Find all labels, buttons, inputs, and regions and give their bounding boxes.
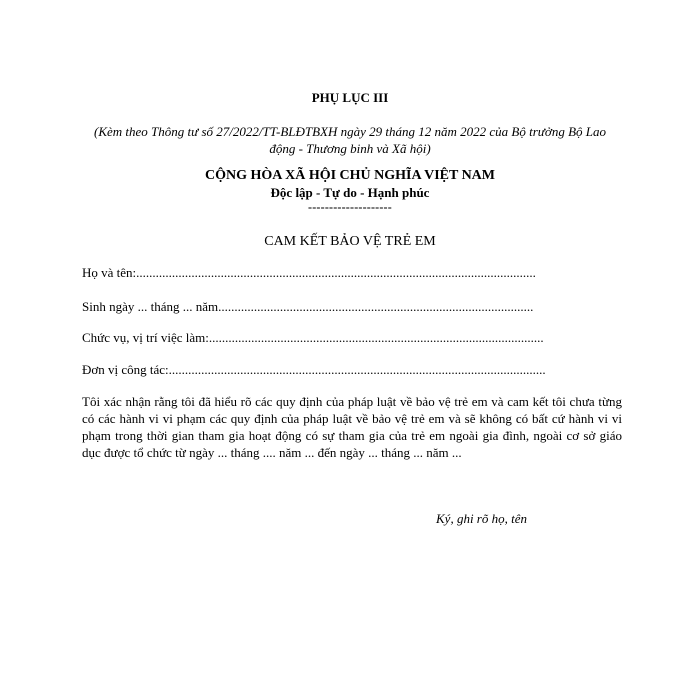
signature-label: Ký, ghi rõ họ, tên [436,511,527,526]
workplace-field: Đơn vị công tác:.................................................................................................................... [82,362,546,377]
commitment-statement: Tôi xác nhận rằng tôi đã hiểu rõ các quy định của pháp luật về bảo vệ trẻ em và cam kết tôi chưa từng có các hành vi vi phạm các quy định của pháp luật về bảo vệ trẻ em và sẽ không có bất cứ hành vi vi phạm trong thời gian tham gia hoạt động có sự tham gia của trẻ em ngoài gia đình, ngoài cơ sở giáo dục được tổ chức từ ngày ... tháng .... năm ... đến ngày ... tháng ... năm ... [82,394,622,460]
nation-heading: CỘNG HÒA XÃ HỘI CHỦ NGHĨA VIỆT NAM [204,168,495,183]
heading-separator: -------------------- [308,200,392,214]
full-name-field: Họ và tên:........................................................................................................................... [82,265,536,280]
position-field: Chức vụ, vị trí việc làm:....................................................................................................... [82,330,544,345]
birth-date-field: Sinh ngày ... tháng ... năm................................................................................................. [82,299,534,314]
national-motto: Độc lập - Tự do - Hạnh phúc [270,185,430,200]
document-title: CAM KẾT BẢO VỆ TRẺ EM [264,234,436,249]
appendix-subtitle: (Kèm theo Thông tư số 27/2022/TT-BLĐTBXH ngày 29 tháng 12 năm 2022 của Bộ trưởng Bộ Lao động - Thương binh và Xã hội) [94,124,606,156]
appendix-title: PHỤ LỤC III [311,90,389,105]
